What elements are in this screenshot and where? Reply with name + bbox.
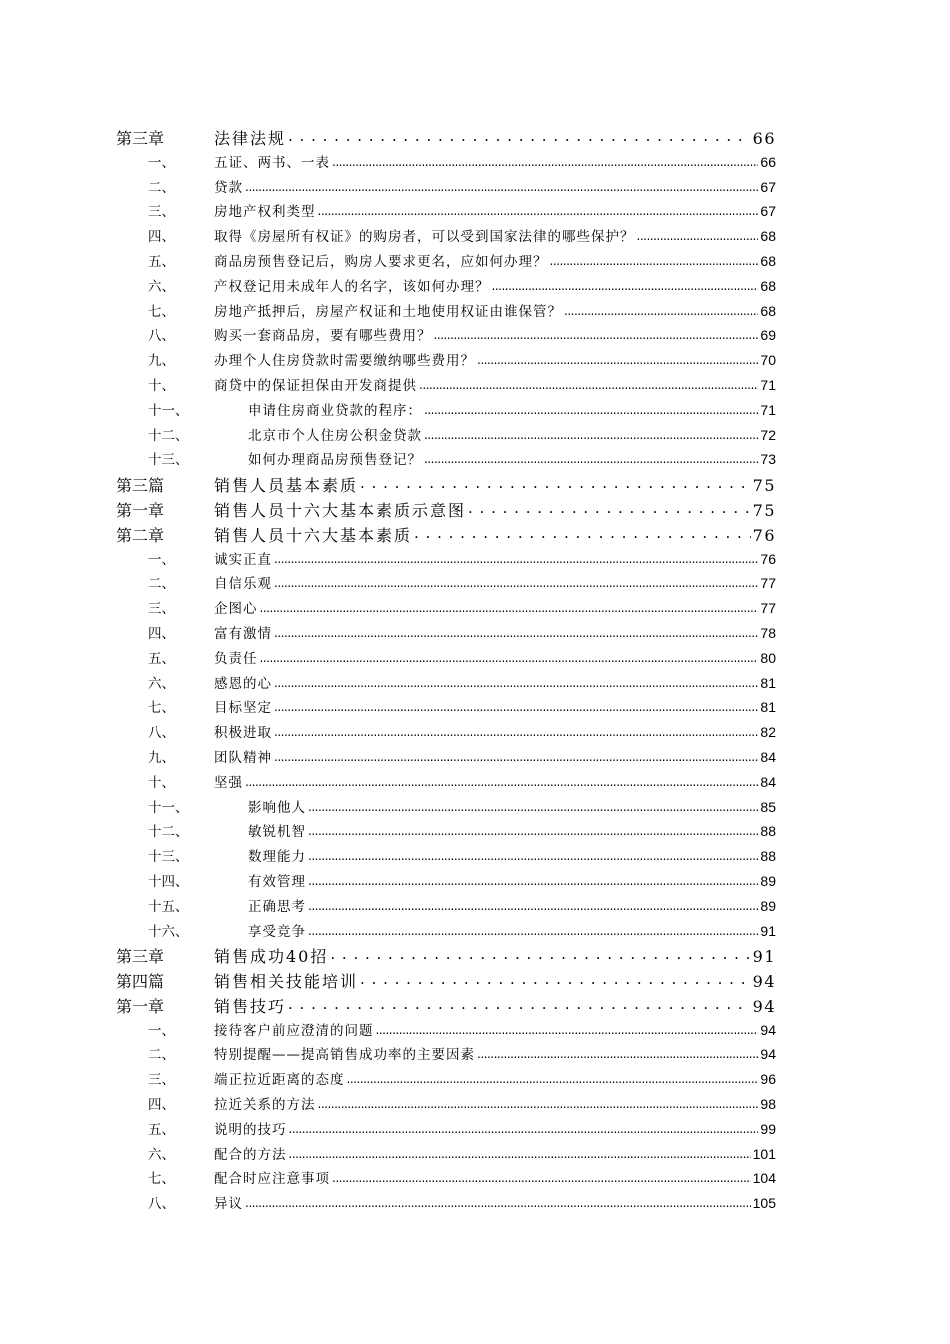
toc-entry-page-number: 80 — [760, 649, 776, 666]
toc-entry[interactable] — [116, 994, 776, 1019]
toc-entry-page-number: 77 — [760, 600, 776, 617]
toc-entry[interactable] — [116, 498, 776, 523]
toc-entry[interactable] — [116, 1118, 776, 1143]
toc-entry-page-number: 85 — [760, 798, 776, 815]
dot-leader — [308, 798, 758, 812]
toc-entry-page-number: 91 — [760, 922, 776, 939]
toc-entry-title: 商品房预售登记后，购房人要求更名，应如何办理？ — [214, 253, 548, 270]
dot-leader — [318, 1096, 759, 1110]
dot-leader — [308, 848, 758, 862]
toc-entry-page-number: 66 — [760, 153, 776, 170]
dot-leader — [245, 773, 758, 787]
toc-entry[interactable] — [116, 324, 776, 349]
toc-entry-page-number: 94 — [752, 996, 776, 1016]
dot-leader — [274, 575, 758, 589]
dot-leader — [477, 352, 758, 366]
toc-entry-page-number: 99 — [760, 1120, 776, 1137]
toc-entry-number: 二、 — [148, 576, 175, 593]
toc-entry-number: 第三篇 — [116, 476, 165, 496]
toc-entry-page-number: 94 — [760, 1046, 776, 1063]
toc-entry-number: 第四篇 — [116, 972, 165, 992]
toc-entry-number: 十一、 — [148, 799, 189, 816]
toc-entry[interactable] — [116, 1043, 776, 1068]
toc-entry-page-number: 89 — [760, 897, 776, 914]
toc-entry-page-number: 75 — [752, 476, 776, 496]
toc-entry-number: 四、 — [148, 625, 175, 642]
toc-entry-page-number: 71 — [760, 376, 776, 393]
toc-entry-title: 接待客户前应澄清的问题 — [214, 1022, 374, 1039]
toc-entry-number: 九、 — [148, 749, 175, 766]
dot-leader — [424, 426, 758, 440]
toc-entry-title: 富有激情 — [214, 625, 272, 642]
toc-entry-page-number: 75 — [752, 500, 776, 520]
toc-entry-title: 拉近关系的方法 — [214, 1097, 316, 1114]
toc-entry-title: 销售技巧 — [214, 996, 287, 1016]
toc-entry-page-number: 77 — [760, 575, 776, 592]
dot-leader — [260, 600, 759, 614]
toc-entry-title: 感恩的心 — [214, 675, 272, 692]
toc-entry-page-number: 70 — [760, 352, 776, 369]
dot-leader — [360, 971, 751, 987]
dot-leader — [414, 525, 751, 541]
dot-leader — [637, 228, 759, 242]
toc-entry-title: 享受竞争 — [248, 923, 306, 940]
toc-entry[interactable] — [116, 349, 776, 374]
dot-leader — [564, 302, 758, 316]
toc-entry-number: 八、 — [148, 725, 175, 742]
toc-entry-page-number: 69 — [760, 327, 776, 344]
toc-entry[interactable] — [116, 448, 776, 473]
toc-entry-number: 十三、 — [148, 849, 189, 866]
toc-entry-title: 配合时应注意事项 — [214, 1171, 330, 1188]
dot-leader — [468, 500, 751, 516]
toc-entry-page-number: 67 — [760, 178, 776, 195]
toc-entry-title: 如何办理商品房预售登记？ — [248, 452, 422, 469]
toc-entry-number: 十六、 — [148, 923, 189, 940]
toc-entry-number: 五、 — [148, 650, 175, 667]
dot-leader — [308, 872, 758, 886]
toc-entry-page-number: 94 — [752, 972, 776, 992]
toc-entry[interactable] — [116, 399, 776, 424]
toc-entry-number: 十、 — [148, 377, 175, 394]
toc-entry[interactable] — [116, 597, 776, 622]
toc-entry-number: 七、 — [148, 1171, 175, 1188]
toc-entry[interactable] — [116, 523, 776, 548]
dot-leader — [360, 475, 751, 491]
toc-entry[interactable] — [116, 250, 776, 275]
toc-entry-number: 第一章 — [116, 996, 165, 1016]
toc-entry[interactable] — [116, 176, 776, 201]
toc-entry-page-number: 68 — [760, 252, 776, 269]
dot-leader — [376, 1021, 759, 1035]
toc-entry[interactable] — [116, 944, 776, 969]
toc-entry-title: 团队精神 — [214, 749, 272, 766]
toc-entry-title: 房地产抵押后，房屋产权证和土地使用权证由谁保管？ — [214, 303, 562, 320]
toc-entry[interactable] — [116, 796, 776, 821]
toc-entry-page-number: 68 — [760, 228, 776, 245]
toc-entry-title: 贷款 — [214, 179, 243, 196]
toc-entry-page-number: 91 — [752, 947, 776, 967]
toc-entry-title: 销售人员十六大基本素质示意图 — [214, 500, 467, 520]
toc-entry-title: 敏锐机智 — [248, 824, 306, 841]
toc-entry-title: 自信乐观 — [214, 576, 272, 593]
dot-leader — [492, 277, 759, 291]
toc-entry-title: 坚强 — [214, 774, 243, 791]
toc-entry[interactable] — [116, 1143, 776, 1168]
toc-entry[interactable] — [116, 225, 776, 250]
toc-entry-page-number: 76 — [760, 550, 776, 567]
dot-leader — [330, 946, 750, 962]
toc-entry-number: 四、 — [148, 1097, 175, 1114]
toc-entry-number: 六、 — [148, 675, 175, 692]
dot-leader — [288, 128, 751, 144]
dot-leader — [274, 724, 758, 738]
toc-entry[interactable] — [116, 895, 776, 920]
toc-entry[interactable] — [116, 920, 776, 945]
toc-entry-page-number: 82 — [760, 724, 776, 741]
toc-entry[interactable] — [116, 300, 776, 325]
toc-entry[interactable] — [116, 200, 776, 225]
table-of-contents — [116, 126, 776, 1217]
dot-leader — [419, 376, 758, 390]
toc-entry-title: 产权登记用未成年人的名字，该如何办理？ — [214, 278, 490, 295]
toc-entry[interactable] — [116, 1019, 776, 1044]
toc-entry-page-number: 76 — [752, 525, 776, 545]
toc-entry-number: 十四、 — [148, 873, 189, 890]
dot-leader — [347, 1071, 759, 1085]
toc-entry-title: 异议 — [214, 1196, 243, 1213]
toc-entry-title: 诚实正直 — [214, 551, 272, 568]
dot-leader — [308, 897, 758, 911]
dot-leader — [550, 252, 759, 266]
dot-leader — [288, 996, 751, 1012]
toc-entry-page-number: 89 — [760, 872, 776, 889]
toc-entry-number: 八、 — [148, 1196, 175, 1213]
toc-entry-number: 三、 — [148, 601, 175, 618]
dot-leader — [332, 1170, 751, 1184]
toc-entry-page-number: 81 — [760, 674, 776, 691]
toc-entry[interactable] — [116, 1167, 776, 1192]
toc-entry[interactable] — [116, 870, 776, 895]
toc-entry-number: 十二、 — [148, 824, 189, 841]
toc-entry-number: 十二、 — [148, 427, 189, 444]
toc-entry-title: 企图心 — [214, 601, 258, 618]
toc-entry-page-number: 104 — [752, 1170, 776, 1187]
toc-entry[interactable] — [116, 424, 776, 449]
dot-leader — [245, 178, 758, 192]
toc-entry-title: 特别提醒——提高销售成功率的主要因素 — [214, 1047, 475, 1064]
dot-leader — [274, 550, 758, 564]
toc-entry-page-number: 88 — [760, 848, 776, 865]
toc-entry-page-number: 94 — [760, 1021, 776, 1038]
toc-entry-number: 六、 — [148, 1146, 175, 1163]
toc-entry[interactable] — [116, 572, 776, 597]
toc-entry-title: 申请住房商业贷款的程序： — [248, 402, 422, 419]
dot-leader — [245, 1195, 751, 1209]
toc-entry-page-number: 78 — [760, 624, 776, 641]
dot-leader — [274, 699, 758, 713]
toc-entry[interactable] — [116, 696, 776, 721]
toc-entry-title: 负责任 — [214, 650, 258, 667]
dot-leader — [308, 922, 758, 936]
toc-entry-page-number: 67 — [760, 203, 776, 220]
toc-entry-title: 商贷中的保证担保由开发商提供 — [214, 377, 417, 394]
toc-entry-title: 积极进取 — [214, 725, 272, 742]
toc-entry[interactable] — [116, 771, 776, 796]
toc-entry[interactable] — [116, 151, 776, 176]
toc-entry-page-number: 71 — [760, 401, 776, 418]
toc-entry-number: 三、 — [148, 204, 175, 221]
toc-entry-title: 影响他人 — [248, 799, 306, 816]
dot-leader — [424, 451, 758, 465]
toc-entry-number: 一、 — [148, 154, 175, 171]
dot-leader — [289, 1145, 751, 1159]
toc-entry-page-number: 73 — [760, 451, 776, 468]
toc-entry-number: 第三章 — [116, 129, 165, 148]
dot-leader — [274, 748, 758, 762]
toc-entry-number: 八、 — [148, 328, 175, 345]
toc-entry-title: 法律法规 — [214, 129, 287, 148]
dot-leader — [274, 674, 758, 688]
toc-entry-number: 第一章 — [116, 500, 165, 520]
toc-entry-number: 九、 — [148, 353, 175, 370]
toc-entry-number: 十三、 — [148, 452, 189, 469]
toc-entry[interactable] — [116, 1093, 776, 1118]
toc-entry-number: 七、 — [148, 700, 175, 717]
toc-entry-number: 五、 — [148, 1121, 175, 1138]
dot-leader — [477, 1046, 758, 1060]
dot-leader — [308, 823, 758, 837]
toc-entry[interactable] — [116, 622, 776, 647]
toc-entry-number: 十一、 — [148, 402, 189, 419]
toc-entry-title: 配合的方法 — [214, 1146, 287, 1163]
toc-entry-page-number: 72 — [760, 426, 776, 443]
toc-entry[interactable] — [116, 126, 776, 151]
toc-entry-title: 购买一套商品房，要有哪些费用？ — [214, 328, 432, 345]
toc-entry-title: 销售相关技能培训 — [214, 972, 359, 992]
toc-entry[interactable] — [116, 374, 776, 399]
toc-entry-number: 六、 — [148, 278, 175, 295]
toc-entry[interactable] — [116, 721, 776, 746]
toc-entry-number: 十、 — [148, 774, 175, 791]
toc-entry-page-number: 81 — [760, 699, 776, 716]
toc-entry[interactable] — [116, 845, 776, 870]
dot-leader — [260, 649, 759, 663]
toc-entry-title: 正确思考 — [248, 898, 306, 915]
toc-entry[interactable] — [116, 672, 776, 697]
toc-entry-title: 有效管理 — [248, 873, 306, 890]
toc-entry-title: 销售人员基本素质 — [214, 476, 359, 496]
toc-entry-page-number: 96 — [760, 1071, 776, 1088]
toc-entry-page-number: 98 — [760, 1096, 776, 1113]
toc-entry[interactable] — [116, 1068, 776, 1093]
toc-entry[interactable] — [116, 1192, 776, 1217]
dot-leader — [332, 153, 758, 167]
toc-entry-page-number: 68 — [760, 302, 776, 319]
dot-leader — [318, 203, 759, 217]
dot-leader — [424, 401, 758, 415]
toc-entry-number: 二、 — [148, 1047, 175, 1064]
toc-entry-number: 四、 — [148, 229, 175, 246]
toc-entry-title: 数理能力 — [248, 849, 306, 866]
dot-leader — [434, 327, 759, 341]
toc-entry-number: 三、 — [148, 1072, 175, 1089]
toc-entry-number: 第二章 — [116, 525, 165, 545]
toc-entry-number: 十五、 — [148, 898, 189, 915]
toc-entry-title: 办理个人住房贷款时需要缴纳哪些费用？ — [214, 353, 475, 370]
toc-entry-title: 销售人员十六大基本素质 — [214, 525, 413, 545]
toc-entry-number: 一、 — [148, 1022, 175, 1039]
toc-entry-number: 五、 — [148, 253, 175, 270]
dot-leader — [289, 1120, 759, 1134]
toc-entry-page-number: 84 — [760, 773, 776, 790]
toc-entry-title: 端正拉近距离的态度 — [214, 1072, 345, 1089]
toc-entry-page-number: 101 — [752, 1145, 776, 1162]
toc-entry-number: 七、 — [148, 303, 175, 320]
toc-entry-number: 二、 — [148, 179, 175, 196]
toc-entry-page-number: 105 — [752, 1195, 776, 1212]
toc-entry-title: 北京市个人住房公积金贷款 — [248, 427, 422, 444]
toc-entry[interactable] — [116, 275, 776, 300]
toc-entry-title: 说明的技巧 — [214, 1121, 287, 1138]
toc-entry[interactable] — [116, 820, 776, 845]
toc-entry-page-number: 66 — [752, 129, 776, 148]
toc-entry-number: 第三章 — [116, 947, 165, 967]
toc-entry[interactable] — [116, 647, 776, 672]
toc-entry[interactable] — [116, 473, 776, 498]
toc-entry-page-number: 84 — [760, 748, 776, 765]
toc-entry[interactable] — [116, 969, 776, 994]
toc-entry-title: 房地产权利类型 — [214, 204, 316, 221]
toc-entry-page-number: 68 — [760, 277, 776, 294]
toc-entry-title: 五证、两书、一表 — [214, 154, 330, 171]
toc-entry-title: 目标坚定 — [214, 700, 272, 717]
toc-entry-number: 一、 — [148, 551, 175, 568]
toc-entry-title: 销售成功40招 — [214, 947, 329, 967]
toc-entry[interactable] — [116, 746, 776, 771]
toc-entry[interactable] — [116, 548, 776, 573]
toc-entry-page-number: 88 — [760, 823, 776, 840]
toc-entry-title: 取得《房屋所有权证》的购房者，可以受到国家法律的哪些保护？ — [214, 229, 635, 246]
dot-leader — [274, 624, 758, 638]
